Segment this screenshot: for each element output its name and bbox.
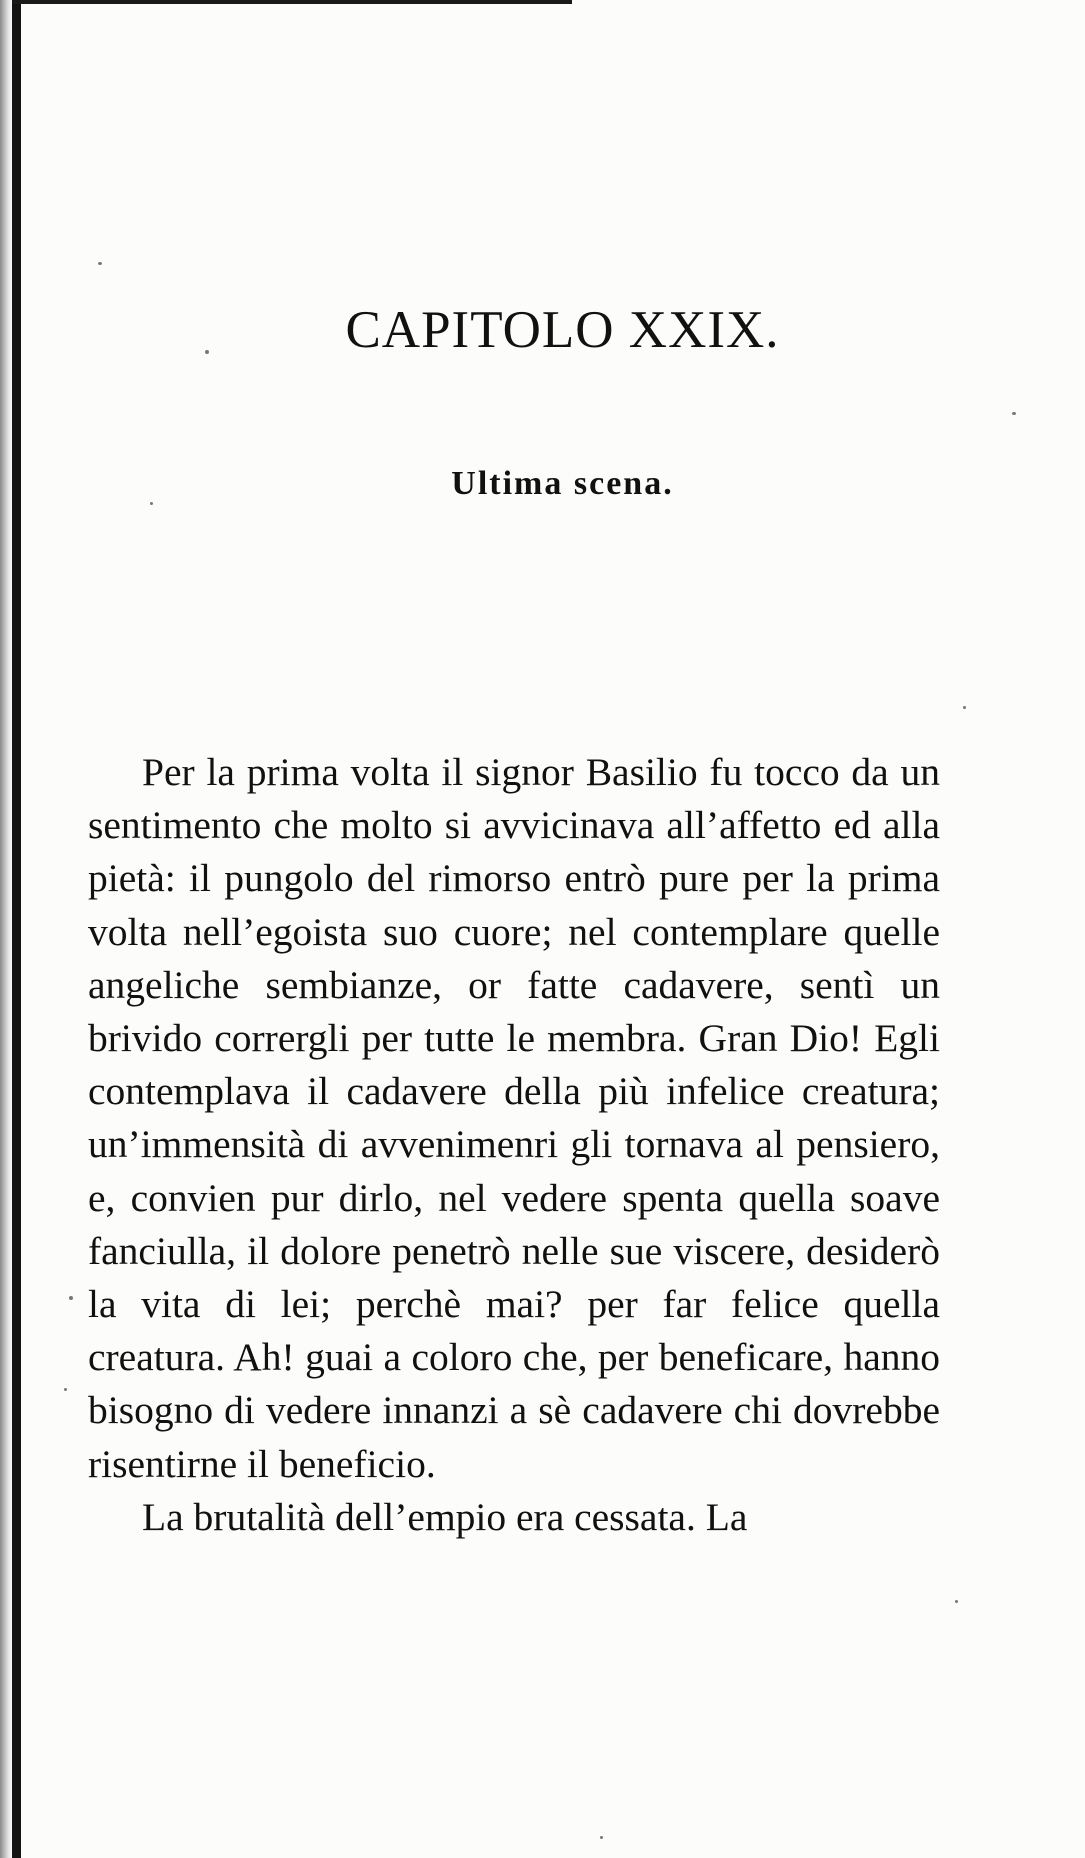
top-edge-rule xyxy=(12,0,572,4)
scan-speck xyxy=(69,1296,73,1300)
scan-speck xyxy=(955,1600,958,1603)
chapter-subtitle: Ultima scena. xyxy=(451,465,674,502)
scan-speck xyxy=(1012,412,1016,415)
chapter-body xyxy=(88,746,940,1544)
scan-speck xyxy=(98,262,102,265)
scan-speck xyxy=(963,706,966,709)
paragraph: La brutalità dell’empio era cessata. La xyxy=(142,1494,748,1539)
binding-shadow xyxy=(0,0,12,1858)
chapter-title: CAPITOLO XXIX. xyxy=(345,301,780,359)
scan-speck xyxy=(64,1388,67,1391)
paragraph: Per la prima volta il signor Basilio fu tocco da un sentimento che molto si avvicinava all’affetto ed alla pietà: il pungolo del rimorso entrò pure per la prima volta nell’egoista suo cuore; nel contemplare quelle angeliche sembianze, or fatte cadavere, sentì un brivido corrergli per tutte le membra. Gran Dio! Egli contemplava il cadavere della più infelice creatura; un’immensità di avvenimenri gli tornava al pensiero, e, convien pur dirlo, nel vedere spenta quella soave fanciulla, il dolore penetrò nelle sue viscere, desiderò la vita di lei; perchè mai? per far felice quella creatura. Ah! guai a coloro che, per beneficare, hanno bisogno di vedere innanzi a sè cadavere chi dovrebbe risentirne il beneficio. xyxy=(88,750,940,1486)
binding-edge xyxy=(12,0,21,1858)
scan-speck xyxy=(600,1836,603,1839)
